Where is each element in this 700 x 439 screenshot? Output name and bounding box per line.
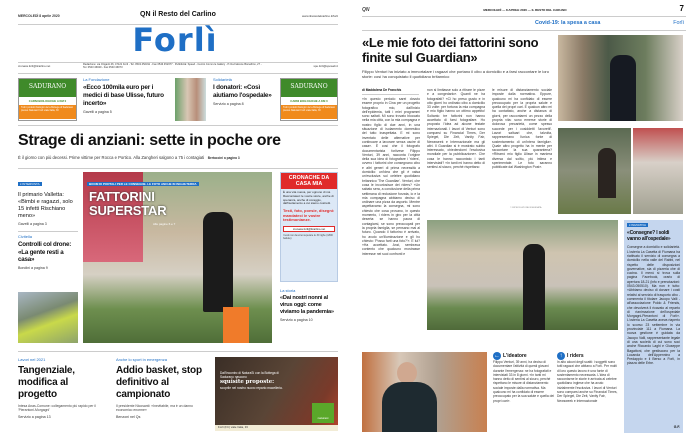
author: di Maddalena De Franchis: [362, 88, 419, 95]
ad-brand: SADURANO: [281, 79, 337, 97]
qn-logo: QN: [362, 7, 370, 13]
ad-tag: CARNI BIOLOGICHE A KM 0: [290, 99, 328, 103]
section-city: Forlì: [673, 20, 684, 26]
ad-copy: Dall'incontro di NaturaSì con la Bottega di Sadurano nascono squisite proposte: scoprile nel nostro nuovo reparto macelleria.: [220, 371, 283, 391]
photo-kicker: BOOM DI PORTALI PER LE CONSEGNE. LE FOTO ANCHE IN INGHILTERRA: [89, 182, 197, 186]
article-subhead: Filippo Venturi ha iniziato a immortalare i ragazzi che portano il cibo a domicilio e a farsi raccontare le loro storie: così ha conquistato il quotidiano britannico: [362, 69, 549, 79]
byline: Bondini a pagina 9: [18, 265, 48, 270]
site-url[interactable]: www.ilrestodelcarlino.it/forli: [301, 14, 338, 18]
box-riders: [557, 352, 619, 430]
main-headline[interactable]: Strage di anziani: sette in poche ore: [18, 132, 281, 149]
cronache-title: CRONACHE DA CASA MIA: [281, 173, 337, 189]
story-basket[interactable]: [116, 357, 208, 419]
drone-photo: [18, 292, 78, 343]
section-title: Covid-19: la spesa a casa: [535, 20, 601, 26]
ad-text: Tutti i prodotti biologici de la Bottega di Sadurano presso Naturasì Forlì viale Italia, 33: [19, 105, 76, 119]
dateline: MERCOLEDÌ — 8 APRILE 2020 — IL RESTO DEL CARLINO: [483, 8, 567, 12]
arrow-up-icon: ↑: [557, 352, 565, 360]
box-ideatore: [493, 352, 555, 430]
story-title: I donatori: «Così aiutiamo l'ospedale»: [213, 84, 272, 99]
byline: Bertaccini a pagina 3: [207, 156, 240, 160]
photo-venturi: [362, 352, 487, 432]
story-title: «Ecco 100mila euro per i medici di base Ulisse, futuro incerto»: [83, 84, 164, 107]
date: MERCOLEDÌ 8 aprile 2020: [18, 14, 60, 18]
byline: Gavelli a pagina 3: [18, 222, 47, 226]
kicker: Civitella: [18, 234, 33, 239]
story-nonni[interactable]: [280, 288, 338, 323]
delivery-bag: [223, 307, 249, 343]
byline: Gavelli a pagina 5: [83, 110, 112, 114]
naturasi-logo: naturasì: [312, 403, 334, 423]
story-valletta[interactable]: [18, 172, 78, 227]
ad-email: spe.forli@speweb.it: [313, 64, 338, 68]
box-title: I riders: [567, 353, 584, 359]
masthead: Forlì: [132, 21, 218, 59]
byline: Servizio a pagina 13: [18, 414, 51, 419]
photo-title: FATTORINI SUPERSTAR: [89, 189, 167, 218]
story-title: «Dai nostri nonni al virus oggi: come viviamo la pandemia»: [280, 295, 334, 315]
box-text: In alto alcuni degli scatti: i soggetti sono tutti ragazzi che abitano a Forlì. Per molti di loro questo lavoro è una fonte di sostentamento necessaria. L'idea di raccontarne le storie è arrivata al celebre quotidiano inglese che ha avuto inizialmente l'esclusiva. I lavori di Venturi sono comparsi anche su Financial Times, Der Spiegel, Die Zeit, Vanity Fair, Newsweek e Internazionale: [557, 360, 618, 403]
kicker-badge: L'INTERVISTA: [20, 182, 40, 186]
page-number: 7: [679, 4, 684, 13]
kicker: Lavori nel 2021: [18, 357, 46, 362]
ad-text: Tutti i prodotti biologici de la Bottega di Sadurano presso Naturasì Forlì viale Italia, 33: [281, 105, 337, 119]
sidebar-title: «Consegne? I soldi vanno all'ospedale»: [627, 230, 671, 243]
byline: Servizio a pagina 10: [280, 318, 313, 322]
donor-photo: [175, 78, 206, 121]
main-subhead: [18, 155, 240, 160]
story-fondazione[interactable]: [83, 77, 171, 115]
photo-rider-4: [427, 220, 618, 330]
fattorini-photo[interactable]: [83, 172, 272, 343]
story-text: Intesa Anas-Comune: collegamento più rapido per il 'Pierantoni-Morgagni': [18, 404, 96, 413]
cronache-box[interactable]: [280, 172, 338, 282]
sidebar-text: Consegne a domicilio e solidarietà. L'osteria La Casetta di Fiumana ha riattivato il servizio di consegna a domicilio nella valle del Rabbi, nel rispetto delle disposizioni governative, sia di pizzeria che di cucina. Il menù si trova sulla pagina Facebook, orario di apertura 18-21 (info e prenotazioni: 0543.050510). Ma non è tutto: «Abbiamo deciso di donare i costi relativi al servizio di trasporto cibo - commenta il titolare Jacopo Valli - all'associazione Poldo & Friends, che devolverà il ricavato al reparto di rianimazione dell'ospedale Morgagni-Pierantoni di Forlì». L'osteria La Casetta aveva riaperto lo scorso 23 settembre in via provinciale 111 a Fiumana. La nuova gestione è guidata da Jacopo Valli, rappresentante legale di una società di cui sono soci anche Riccardo Laghi e Giuseppe Bagattoni, che gestiscono per la Locanda dell'Appennino a Predappio e il Berso a Forlì, in piazza delle Erbe.: [627, 245, 680, 366]
copyright: © RIPRODUZIONE RISERVATA: [510, 207, 542, 209]
article-column-2: non si limitasse solo a ritirare le pizze e a congedarlo». Quanti ne ha fotografati? «Ci ho preso gusto e in otto giorni ho ordinato cibo a domicilio 33 volte: per fortuna la mia compagna e mio figlio hanno un ottimo appetito! Soltanto tre fattorini non hanno accettato di farsi fotografare. Ho proposto l'idea ad alcune testate internazionali. I lavori di Venturi sono comparsi su Financial Times, Der Spiegel, Die Zeit, Vanity Fair, Newsweek e Internazionale ma gli altri. Il Guardian si è mostrato subito interessato, chiedendomi l'esclusiva mondiale per la pubblicazione». Che cosa le hanno raccontato i tanti intervistati? «In tanti mi hanno detto di sentirsi al sicuro, perché rispettano: [427, 88, 485, 170]
box-text: Filippo Venturi, 39 anni, ha deciso di documentare l'attività di questi giovani durante l'emergenza: ne ha fotografati e intervistati 33 in 8 giorni. «In tanti mi hanno detto di sentirsi al sicuro, perché rispettano le misure di distanziamento sociale imposte dalla normativa. Ma qualcuno mi ha confidato di essere preoccupato per la sua salute e quella dei propri cari».: [493, 360, 555, 403]
story-drone[interactable]: [18, 234, 78, 270]
page-ref: Alle pagine 6 e 7: [153, 222, 176, 226]
subhead-text: È il giorno con più decessi. Prime vittime per Rocca e Portico. Alla Zangheri salgono a 75 i contagiati: [18, 155, 205, 160]
byline: Benzoni nel Qs: [116, 414, 141, 419]
story-text: Il presidente Nicosanti: «Inevitabile, ma è un danno economico enorme»: [116, 404, 193, 413]
kicker: Anche lo sport in emergenza: [116, 357, 167, 362]
kicker: La Fondazione: [83, 77, 110, 82]
redazione-info: Redazione: via Origanti 46, 47121 Forlì - Tel. 0543 452311 - Fax 0543 452377 · Pubblicità: Speed - Centro Comm.le Gallery - P.zza Falcone Borsellino, 27 - Tel. 0543 46020 - Fax 0543 46073: [83, 63, 262, 70]
rider-figure: [203, 212, 233, 312]
cronache-text: È una vita nuova, per ognuno di noi. Raccontateci le vostre storie, anche di speranza, anche di coraggio, dall'isolamento a cui siamo costretti.: [283, 190, 334, 206]
newspaper-logo: [140, 11, 216, 18]
kicker-badge: L'INIZIATIVA: [629, 223, 646, 227]
arrow-left-icon: ←: [494, 353, 500, 359]
article-headline: «Le mie foto dei fattorini sono finite sul Guardian»: [362, 35, 539, 65]
story-title: Addio basket, stop definitivo al campionato: [116, 365, 202, 400]
photo-rider-1: [558, 35, 683, 121]
brand: il Resto del Carlino: [152, 11, 216, 18]
sidebar-signature: G.F.: [673, 425, 680, 429]
ad-sadurano-right[interactable]: [280, 78, 338, 121]
cronache-note: I testi non devono superare le 30 righe (1800 battute): [283, 233, 333, 241]
article-column-3: le misure di distanziamento sociale imposte dalla normativa. Eppure, qualcuno mi ha confidato di essere preoccupato per la propria salute e quella dei propri cari. E qualcun altro mi ha contattato, anche a distanza di giorni, per raccontarmi un pezzo della propria vita: sono emerse storie di dolorosa precarietà, come spesso succede per i cosiddetti 'lavoretti'. Lavori saltuari che, talvolta, rappresentano l'unica fonte di sostentamento di un'intera famiglia». Quale altro progetto ha in mente per raccontare la sua quarantena? «Ritrarrò mio figlio Ulisse in maniera diversa dal solito, più intima e sperimentale. Le foto saranno pubblicate dal Washington Post».: [492, 88, 552, 170]
story-title: Tangenziale, modifica al progetto: [18, 365, 75, 400]
ad-address: Forlì (FC) viale Italia, 33: [215, 425, 338, 431]
ad-tag: CARNI BIOLOGICHE A KM 0: [28, 99, 67, 103]
article-column-1: «In questo periodo sarei dovuto essere proprio in Cina per un progetto fotografico mio, dall'inizio dell'epidemia, tutti i miei programmi sono saltati. Mi sono trovato bloccato nella mia città, con la mia compagna e nostro figlio di due anni, in una situazione di isolamento domestico del tutto inaspettata. E mi sono inventato delle alternative per continuare a lavorare senza uscire di casa». È così che il fotografo documentarista forlivese Filippo Venturi, 39 anni, racconta l'origine della sua idea di fotografare i 'riders', ovvero i fattorini che consegnano cibo e altri generi di prima necessità a domicilio: un'idea che gli è valsa un'esclusiva sul celebre quotidiano britannico 'The Guardian'. Venturi, che cosa le incuriosisce dei riders? «Un sabato sera, a conclusione della prima settimana di reclusione forzata, io e la mia compagna abbiamo deciso di ordinare una pizza da asporto. Mentre aspettavamo la consegna, mi sono chiesto che cosa provano, in questo momento, i riders in giro per la città deserta: se hanno paura di contagiarsi, se sono preoccupati per la propria famiglia, se pensano mai al futuro. Quando il fattorino è arrivato, ho avuto un'illuminazione e gli ho chiesto: 'Posso farti una foto?'». E lui? «Ha accettato. Anzi, sembrava contento che qualcuno mostrasse interesse nei suoi confronti e: [362, 97, 420, 256]
byline: Servizio a pagina 8: [213, 102, 244, 106]
story-title: Il primario Valletta: «Bimbi e ragazzi, solo 15 infetti Rischiano meno»: [18, 192, 73, 219]
cronache-cta: Testi, foto, poesie, disegni: mandateci le vostre testimonianze.: [283, 208, 335, 223]
kicker: La storia: [280, 288, 296, 293]
photo-rider-2: [558, 128, 631, 214]
ad-sadurano-left[interactable]: [18, 78, 77, 121]
kicker: Solidarietà: [213, 77, 232, 82]
ad-naturasi[interactable]: [215, 357, 338, 431]
qn-logo: QN: [140, 11, 151, 18]
photo-rider-3: [633, 128, 683, 214]
sidebar-iniziativa[interactable]: [624, 220, 683, 433]
story-donatori[interactable]: [213, 77, 275, 107]
inside-page: [350, 0, 700, 439]
story-tangenziale[interactable]: [18, 357, 108, 419]
box-title: L'ideatore: [503, 353, 527, 359]
ad-brand: SADURANO: [19, 79, 76, 97]
email: cronaca.forli@ilcarlino.net: [18, 64, 51, 68]
story-title: Controlli col drone: «La gente resti a casa»: [18, 241, 72, 264]
cronache-email[interactable]: cronaca.forli@ilcarlino.net: [283, 226, 335, 232]
